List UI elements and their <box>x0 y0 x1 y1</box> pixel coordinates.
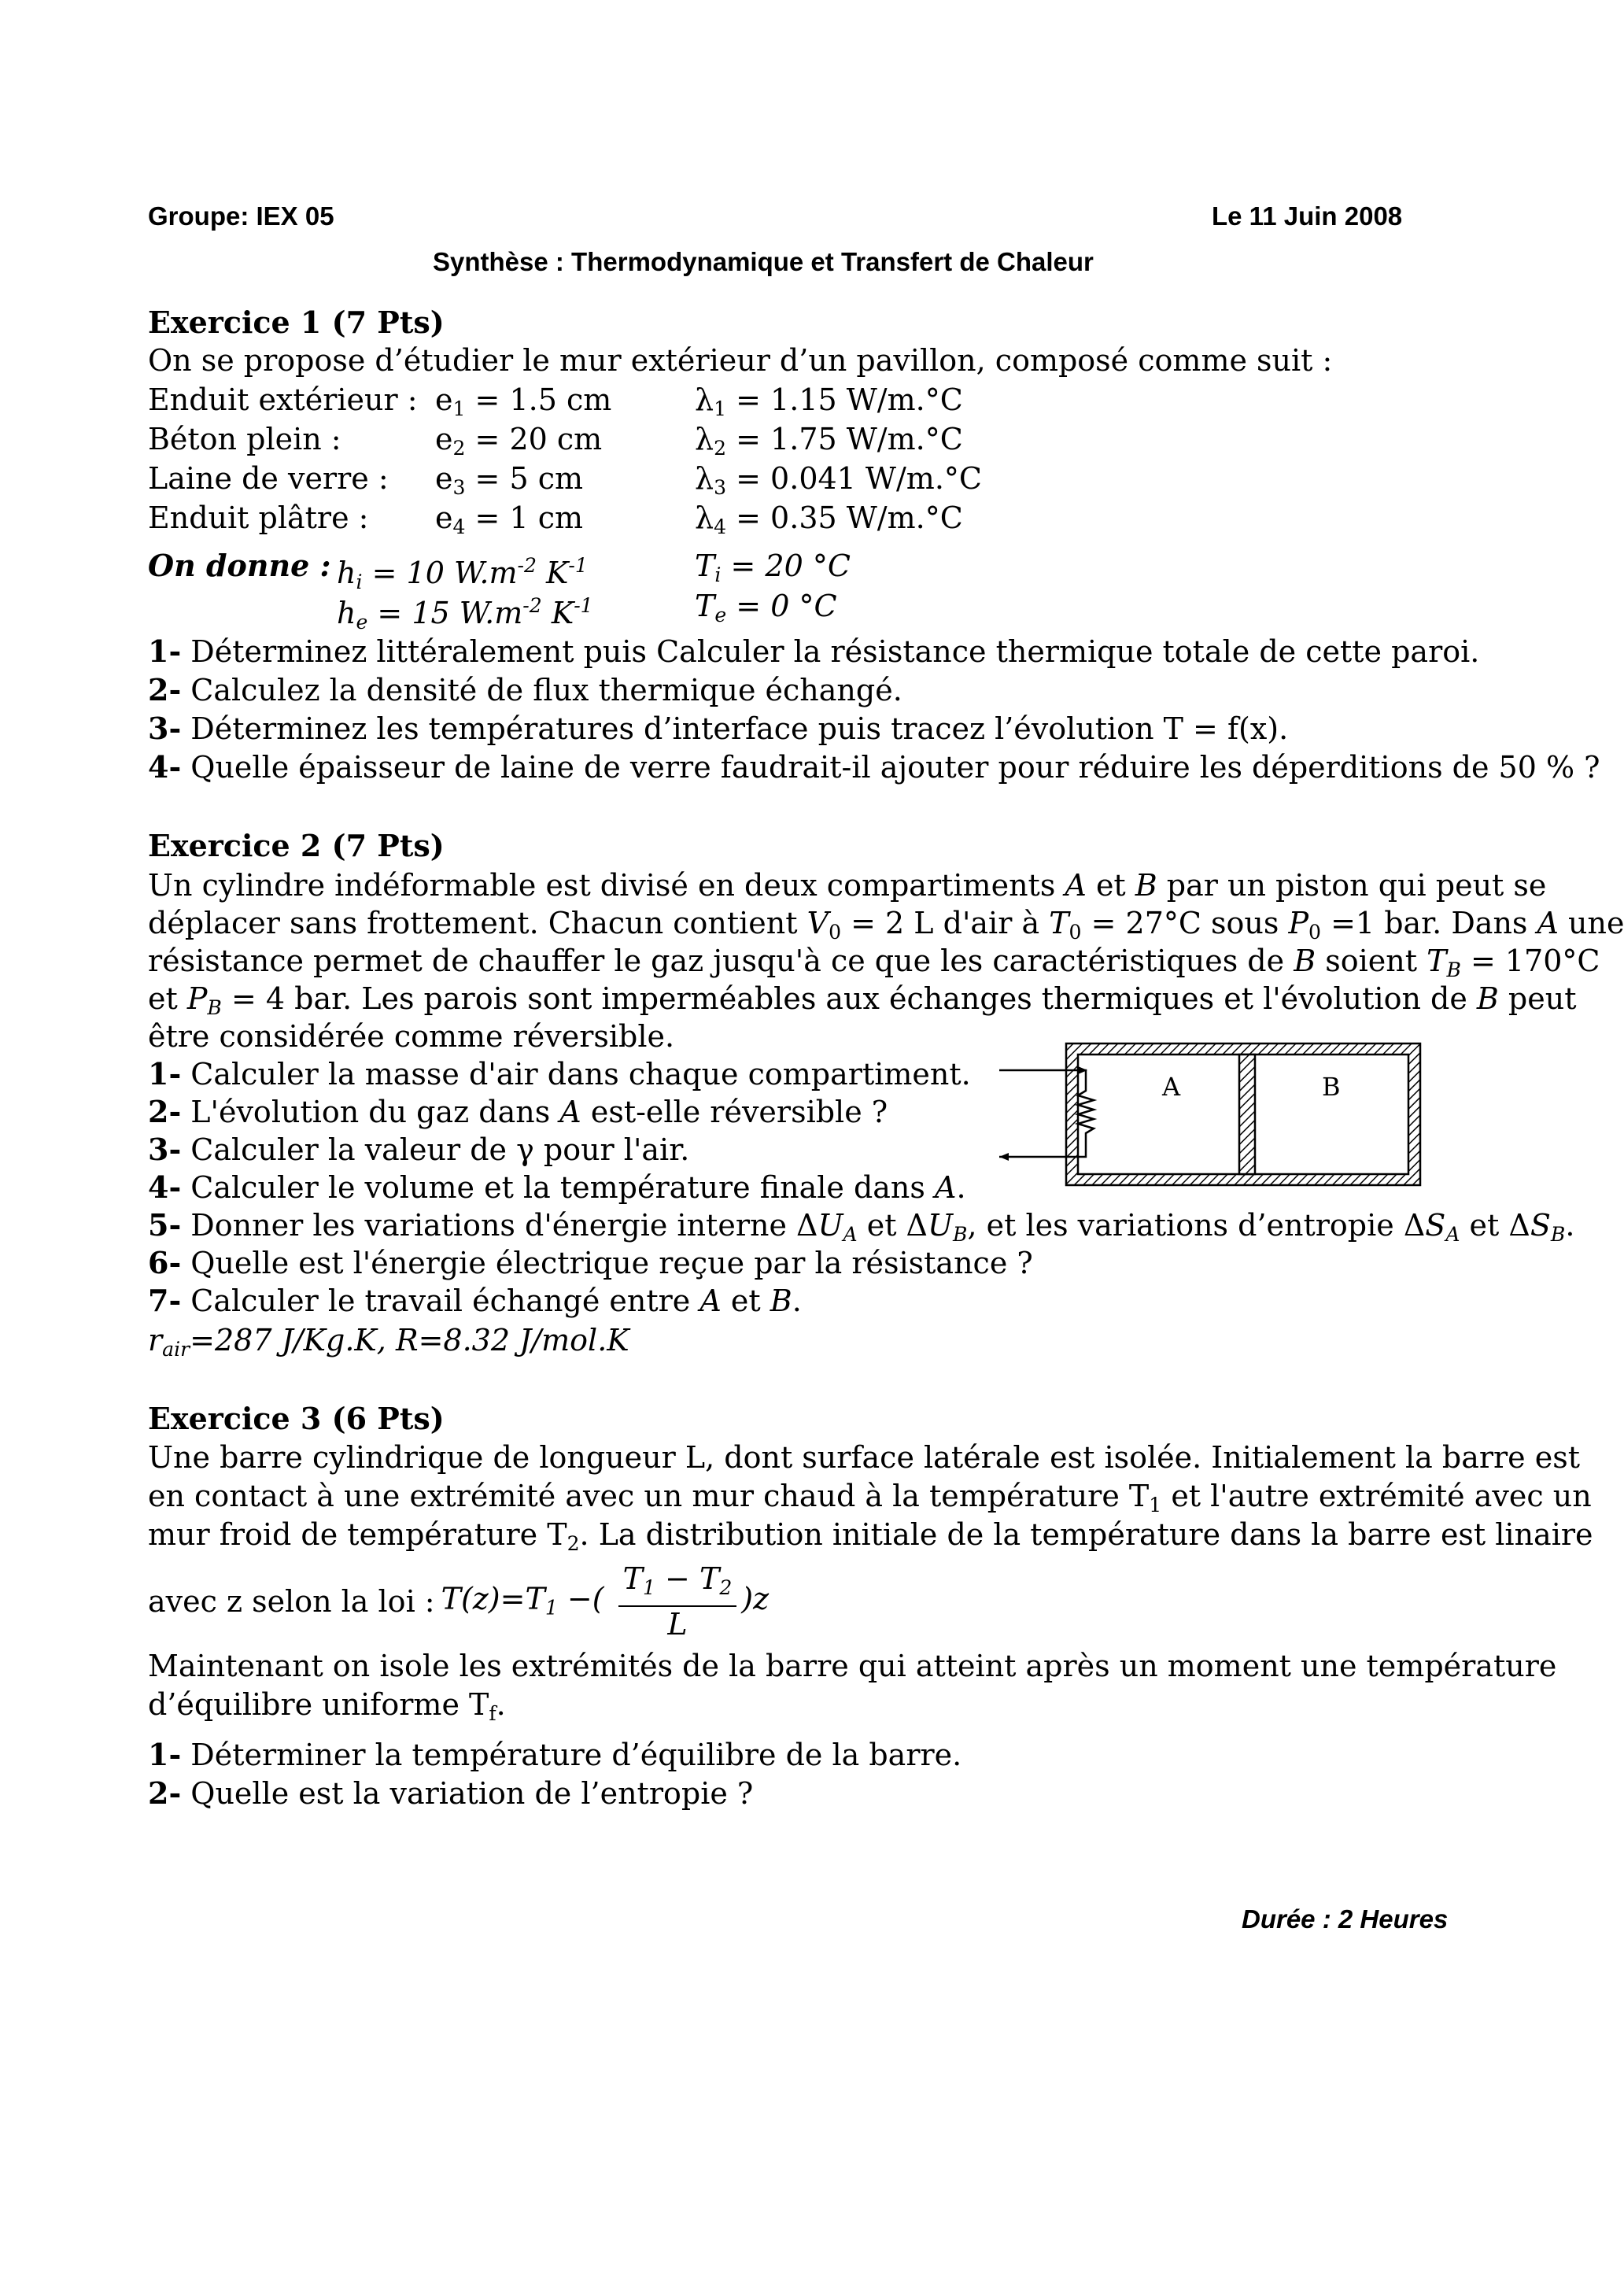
layer-row <box>148 382 1328 421</box>
law-fraction: $\frac{T_1 - T_2}{L}$ <box>618 1561 737 1642</box>
exercise-1-title: Exercice 1 (7 Pts) <box>148 305 445 340</box>
resistor <box>999 1086 1094 1157</box>
layer-row <box>148 500 1328 539</box>
layer-conductivity: $\lambda_3 = 0.041$ W/m.°C <box>695 461 982 500</box>
exercise-3-text: mur froid de température $T_2$. La distribution initiale de la température dans la barre est linaire <box>148 1517 1593 1556</box>
layer-conductivity: $\lambda_1 = 1.15$ W/m.°C <box>695 382 963 421</box>
question: 2- Quelle est la variation de l’entropie ? <box>148 1775 754 1811</box>
arrow-out-icon <box>999 1153 1009 1161</box>
exercise-1-intro: On se propose d’étudier le mur extérieur d’un pavillon, composé comme suit : <box>148 343 1333 378</box>
exercise-2-text: résistance permet de chauffer le gaz jusqu'à ce que les caractéristiques de B soient $T_B = 170^\circ C$ <box>148 944 1600 982</box>
exercise-2-text: et $P_B = 4$ bar. Les parois sont imperméables aux échanges thermiques et l'évolution de B peut <box>148 981 1577 1020</box>
te-value: $T_e = 0$ °C <box>695 589 837 627</box>
exercise-3-title: Exercice 3 (6 Pts) <box>148 1401 445 1436</box>
exercise-3-text: Maintenant on isole les extrémités de la barre qui atteint après un moment une température <box>148 1649 1557 1683</box>
layer-thickness: $e_1 = 1.5$ cm <box>435 382 612 421</box>
layer-row <box>148 461 1328 500</box>
given-row-1 <box>148 548 1328 593</box>
temperature-law <box>148 1558 769 1645</box>
group-label: Groupe: IEX 05 <box>148 201 334 231</box>
question: 5- Donner les variations d'énergie interne $\Delta U_A$ et $\Delta U_B$, et les variations d’entropie $\Delta S_A$ et $\Delta S_B$. <box>148 1207 1575 1247</box>
exercise-2-title: Exercice 2 (7 Pts) <box>148 828 445 863</box>
question: 6- Quelle est l'énergie électrique reçue par la résistance ? <box>148 1245 1033 1280</box>
cylinder-diagram <box>991 1036 1432 1193</box>
layer-conductivity: $\lambda_2 = 1.75$ W/m.°C <box>695 422 963 460</box>
layer-name: Enduit extérieur : <box>148 382 418 417</box>
exam-subject: Synthèse : Thermodynamique et Transfert de Chaleur <box>433 247 1094 276</box>
question: 4- Calculer le volume et la température finale dans A. <box>148 1169 966 1205</box>
law-formula: $T(z)=T_1$ −( $\frac{T_1 - T_2}{L}$ )z <box>441 1561 770 1642</box>
layer-conductivity: $\lambda_4 = 0.35$ W/m.°C <box>695 500 963 539</box>
question: 2- L'évolution du gaz dans A est-elle réversible ? <box>148 1094 888 1129</box>
layer-thickness: $e_4 = 1$ cm <box>435 500 584 539</box>
layer-name: Béton plein : <box>148 422 341 456</box>
question: 7- Calculer le travail échangé entre A et B. <box>148 1283 802 1318</box>
layer-thickness: $e_3 = 5$ cm <box>435 461 584 500</box>
exercise-3-text: en contact à une extrémité avec un mur chaud à la température $T_1$ et l'autre extrémité avec un <box>148 1479 1592 1517</box>
exercise-3-text: Une barre cylindrique de longueur L, dont surface latérale est isolée. Initialement la barre est <box>148 1440 1581 1475</box>
question: 1- Calculer la masse d'air dans chaque compartiment. <box>148 1056 971 1091</box>
exercise-2-text: Un cylindre indéformable est divisé en deux compartiments A et B par un piston qui peut se <box>148 868 1547 903</box>
piston <box>1239 1055 1255 1174</box>
layer-thickness: $e_2 = 20$ cm <box>435 422 603 460</box>
exercise-3-text: d’équilibre uniforme $T_f$. <box>148 1687 506 1726</box>
layer-name: Laine de verre : <box>148 461 389 496</box>
compartment-a-label: A <box>1162 1072 1181 1102</box>
question: 1- Déterminez littéralement puis Calculer la résistance thermique totale de cette paroi. <box>148 633 1480 669</box>
layer-name: Enduit plâtre : <box>148 500 369 535</box>
air-constants: $r_{air}=287$ J/Kg.K, R=8.32 J/mol.K <box>148 1323 629 1361</box>
layer-row <box>148 422 1328 460</box>
given-label: On donne : <box>148 548 331 583</box>
question: 3- Déterminez les températures d’interface puis tracez l’évolution T = f(x). <box>148 711 1289 746</box>
compartment-b-label: B <box>1322 1072 1341 1102</box>
question: 3- Calculer la valeur de γ pour l'air. <box>148 1132 690 1167</box>
exam-duration: Durée : 2 Heures <box>1242 1904 1449 1934</box>
ti-value: $T_i = 20$ °C <box>695 549 851 587</box>
exam-date: Le 11 Juin 2008 <box>1212 201 1403 231</box>
hi-value: $h_i = 10$ $W.m^{-2}$ $K^{-1}$ <box>337 554 588 593</box>
law-prefix: avec z selon la loi : <box>148 1584 435 1619</box>
question: 1- Déterminer la température d’équilibre de la barre. <box>148 1737 962 1772</box>
question: 2- Calculez la densité de flux thermique échangé. <box>148 672 902 707</box>
exercise-2-text: être considérée comme réversible. <box>148 1019 675 1054</box>
he-value: $h_e = 15$ $W.m^{-2}$ $K^{-1}$ <box>337 594 593 633</box>
exercise-2-text: déplacer sans frottement. Chacun contient $V_0 = 2$ L d'air à $T_0 = 27^\circ C$ sous $P_0 =1$ bar. Dans A une <box>148 906 1624 944</box>
question: 4- Quelle épaisseur de laine de verre faudrait-il ajouter pour réduire les déperditions de 50 % ? <box>148 749 1600 785</box>
